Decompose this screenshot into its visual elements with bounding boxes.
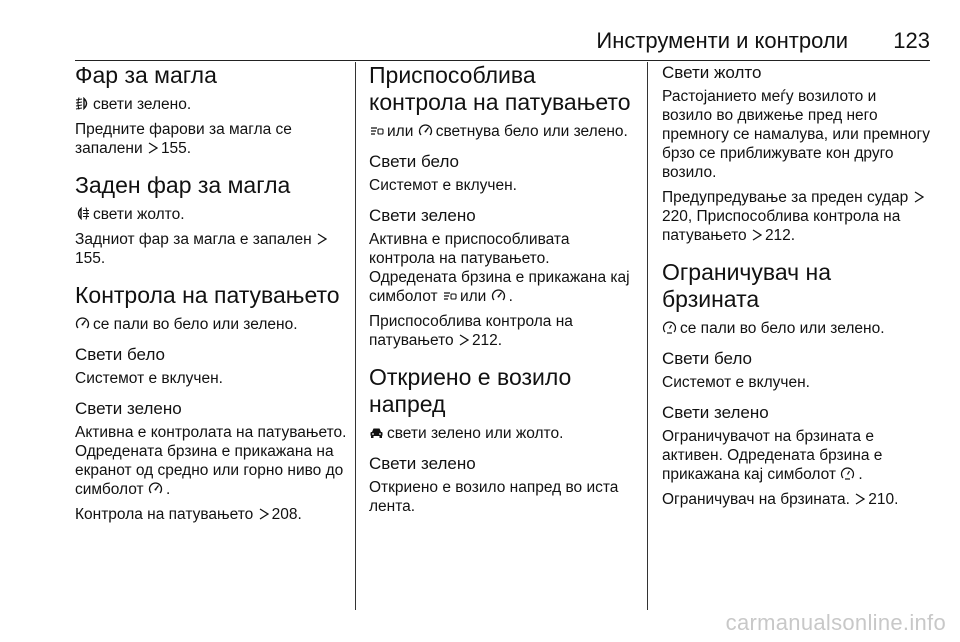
rear-fog-light-icon	[75, 207, 90, 220]
body-text: Активна е приспособливата контрола на патувањето.	[369, 231, 570, 267]
body-text: Одредената брзина е прикажана кај симболот	[369, 269, 630, 305]
column-divider	[647, 62, 648, 610]
body-text: Ограничувач на брзината.	[662, 491, 850, 508]
body-text: или	[387, 123, 414, 140]
section-title: Фар за магла	[75, 62, 217, 88]
subsection-title: Свети бело	[662, 349, 753, 368]
column-divider	[355, 62, 356, 610]
body-text: .	[508, 288, 513, 305]
section-title: Ограничувач на брзината	[662, 259, 832, 312]
body-text: Контрола на патувањето	[75, 506, 254, 523]
column-1: Фар за магла свети зелено. Предните фарови за магла се запалени 155. Заден фар за магла свети жолто. Задниот фар за магла е запален 155. Контрола на патувањето се пали во бело или зелено. Свети бело Системот е вклучен. Свети зелено Активна е контролата на патувањето. Одредената брзина е прикажана на екранот од средно или горно ниво до симболот . Контрола на патувањето 208.	[75, 62, 347, 523]
body-text: Активна е контролата на патувањето. Одредената брзина е прикажана на екранот од средно или горно ниво до симболот	[75, 424, 347, 498]
page-ref-icon	[752, 229, 762, 241]
adaptive-cruise-icon	[369, 124, 384, 137]
page-ref: 155.	[75, 250, 106, 267]
status-text: свети жолто.	[93, 206, 185, 223]
status-text: се пали во бело или зелено.	[680, 320, 885, 337]
body-text: или	[459, 288, 487, 305]
body-text: Системот е вклучен.	[75, 370, 223, 387]
cruise-control-icon	[75, 317, 90, 330]
adaptive-cruise-icon	[442, 289, 457, 302]
subsection-title: Свети зелено	[75, 399, 182, 418]
subsection-title: Свети зелено	[369, 454, 476, 473]
page-ref: 212.	[764, 227, 796, 244]
page-ref-icon	[148, 142, 158, 154]
header-title: Инструменти и контроли	[596, 28, 848, 53]
subsection-title: Свети бело	[369, 152, 460, 171]
page-ref: 220, Приспособлива контрола на патувањето	[662, 208, 901, 244]
subsection-title: Свети бело	[75, 345, 166, 364]
watermark: carmanualsonline.info	[725, 610, 946, 635]
subsection-title: Свети жолто	[662, 63, 762, 82]
page-number: 123	[893, 28, 930, 53]
body-text: Откриено е возило напред во иста лента.	[369, 479, 619, 515]
subsection-title: Свети зелено	[662, 403, 769, 422]
cruise-control-icon	[418, 124, 433, 137]
body-text: Системот е вклучен.	[662, 374, 810, 391]
page-ref: 208.	[271, 506, 302, 523]
page-ref-icon	[459, 334, 469, 346]
body-text: Предните фарови за магла се запалени	[75, 121, 292, 157]
body-text: Системот е вклучен.	[369, 177, 517, 194]
page-ref-icon	[855, 493, 865, 505]
page-ref: 212.	[471, 332, 503, 349]
page-ref: 210.	[868, 491, 899, 508]
page-header	[75, 26, 930, 61]
vehicle-ahead-icon	[369, 426, 384, 439]
subsection-title: Свети зелено	[369, 206, 476, 225]
status-text: свети зелено.	[93, 96, 192, 113]
front-fog-light-icon	[75, 97, 90, 110]
section-title: Приспособлива контрола на патувањето	[369, 62, 631, 115]
body-text: Задниот фар за магла е запален	[75, 231, 312, 248]
body-text: .	[858, 466, 863, 483]
page-ref: 155.	[160, 140, 192, 157]
body-text: Предупредување за преден судар	[662, 189, 909, 206]
speed-limiter-icon	[662, 321, 677, 334]
column-2	[369, 62, 637, 522]
page-ref-icon	[259, 508, 269, 520]
page-ref-icon	[317, 233, 327, 245]
status-text: свети зелено или жолто.	[387, 425, 564, 442]
status-text: се пали во бело или зелено.	[93, 316, 298, 333]
cruise-control-icon	[491, 289, 506, 302]
column-3	[662, 62, 930, 515]
status-text: светнува бело или зелено.	[435, 123, 628, 140]
section-title: Откриено е возило напред	[369, 364, 572, 417]
speed-limiter-icon	[840, 467, 855, 480]
cruise-control-icon	[148, 482, 163, 495]
page-ref-icon	[914, 191, 924, 203]
section-title: Заден фар за магла	[75, 172, 291, 198]
body-text: Приспособлива контрола на патувањето	[369, 313, 573, 349]
body-text: Растојанието меѓу возилото и возило во движење пред него премногу се намалува, или премногу брзо се приближувате кон друго возило.	[662, 88, 930, 181]
section-title: Контрола на патувањето	[75, 282, 340, 308]
body-text: Ограничувачот на брзината е активен. Одредената брзина е прикажана кај симболот	[662, 428, 883, 483]
